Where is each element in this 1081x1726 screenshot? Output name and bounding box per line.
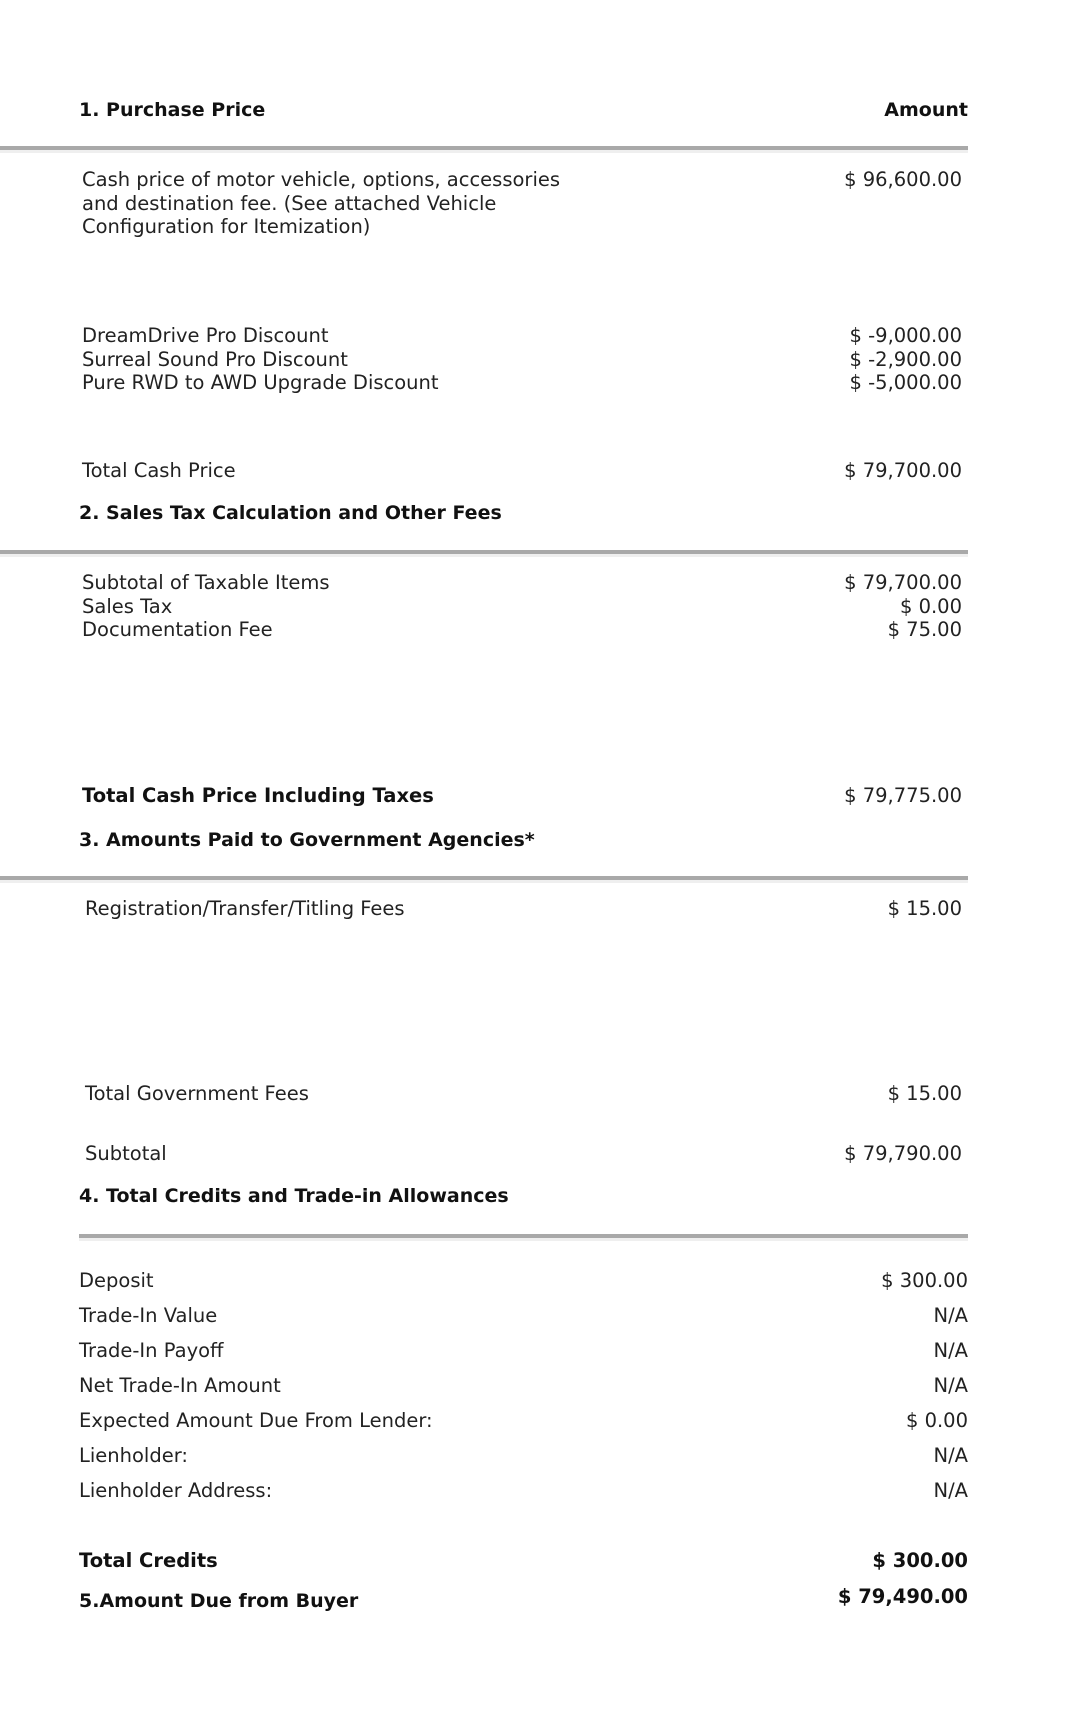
cash-price-description bbox=[82, 168, 560, 239]
registration-fee-value: $ 15.00 bbox=[887, 897, 962, 920]
credit-label: Trade-In Payoff bbox=[79, 1339, 224, 1362]
total-government-fees-value: $ 15.00 bbox=[887, 1082, 962, 1105]
total-cash-price-label: Total Cash Price bbox=[82, 459, 236, 482]
section-4-divider bbox=[79, 1234, 968, 1241]
tax-item-values bbox=[844, 571, 962, 642]
section-1-divider bbox=[0, 146, 968, 153]
credit-label: Lienholder Address: bbox=[79, 1479, 273, 1502]
credit-label: Deposit bbox=[79, 1269, 154, 1292]
credit-value: N/A bbox=[933, 1444, 968, 1467]
tax-item-value: $ 0.00 bbox=[899, 594, 962, 618]
section-3-heading: 3. Amounts Paid to Government Agencies* bbox=[79, 829, 535, 851]
discount-value: $ -5,000.00 bbox=[849, 371, 962, 394]
tax-item-label: Sales Tax bbox=[82, 594, 173, 618]
credit-value: $ 300.00 bbox=[881, 1269, 968, 1292]
credit-value: N/A bbox=[933, 1339, 968, 1362]
credit-label: Expected Amount Due From Lender: bbox=[79, 1409, 433, 1432]
section-5-heading: 5.Amount Due from Buyer bbox=[79, 1590, 359, 1612]
credit-label: Net Trade-In Amount bbox=[79, 1374, 281, 1397]
credit-value: $ 0.00 bbox=[905, 1409, 968, 1432]
cash-price-desc-line: Configuration for Itemization) bbox=[82, 215, 371, 238]
cash-price-value: $ 96,600.00 bbox=[844, 168, 962, 191]
total-credits-label: Total Credits bbox=[79, 1549, 218, 1572]
section-3-divider bbox=[0, 876, 968, 883]
credit-label: Trade-In Value bbox=[79, 1304, 218, 1327]
cash-price-desc-line: Cash price of motor vehicle, options, accessories bbox=[82, 168, 561, 191]
credit-value: N/A bbox=[933, 1479, 968, 1502]
discount-label: Pure RWD to AWD Upgrade Discount bbox=[82, 371, 439, 394]
section-4-heading: 4. Total Credits and Trade-in Allowances bbox=[79, 1185, 509, 1207]
discount-value: $ -2,900.00 bbox=[849, 347, 962, 371]
cash-price-desc-line: and destination fee. (See attached Vehicle bbox=[82, 191, 497, 215]
section-2-heading: 2. Sales Tax Calculation and Other Fees bbox=[79, 502, 502, 524]
total-with-taxes-label: Total Cash Price Including Taxes bbox=[82, 784, 434, 807]
amount-due-value: $ 79,490.00 bbox=[837, 1585, 968, 1608]
discount-labels bbox=[82, 324, 439, 395]
credit-value: N/A bbox=[933, 1304, 968, 1327]
tax-item-label: Subtotal of Taxable Items bbox=[82, 571, 330, 594]
amount-column-header: Amount bbox=[884, 99, 968, 121]
subtotal-label: Subtotal bbox=[85, 1142, 167, 1165]
discount-values bbox=[850, 324, 962, 395]
tax-item-label: Documentation Fee bbox=[82, 618, 273, 641]
discount-label: Surreal Sound Pro Discount bbox=[82, 347, 348, 371]
total-government-fees-label: Total Government Fees bbox=[85, 1082, 309, 1105]
total-credits-value: $ 300.00 bbox=[872, 1549, 968, 1572]
credit-label: Lienholder: bbox=[79, 1444, 188, 1467]
tax-item-value: $ 75.00 bbox=[887, 618, 962, 641]
tax-item-labels bbox=[82, 571, 330, 642]
credit-value: N/A bbox=[933, 1374, 968, 1397]
tax-item-value: $ 79,700.00 bbox=[844, 571, 962, 594]
subtotal-value: $ 79,790.00 bbox=[844, 1142, 962, 1165]
section-1-heading: 1. Purchase Price bbox=[79, 99, 266, 121]
total-with-taxes-value: $ 79,775.00 bbox=[844, 784, 962, 807]
discount-label: DreamDrive Pro Discount bbox=[82, 324, 329, 347]
section-2-divider bbox=[0, 550, 968, 557]
total-cash-price-value: $ 79,700.00 bbox=[844, 459, 962, 482]
registration-fee-label: Registration/Transfer/Titling Fees bbox=[85, 897, 405, 920]
discount-value: $ -9,000.00 bbox=[849, 324, 962, 347]
